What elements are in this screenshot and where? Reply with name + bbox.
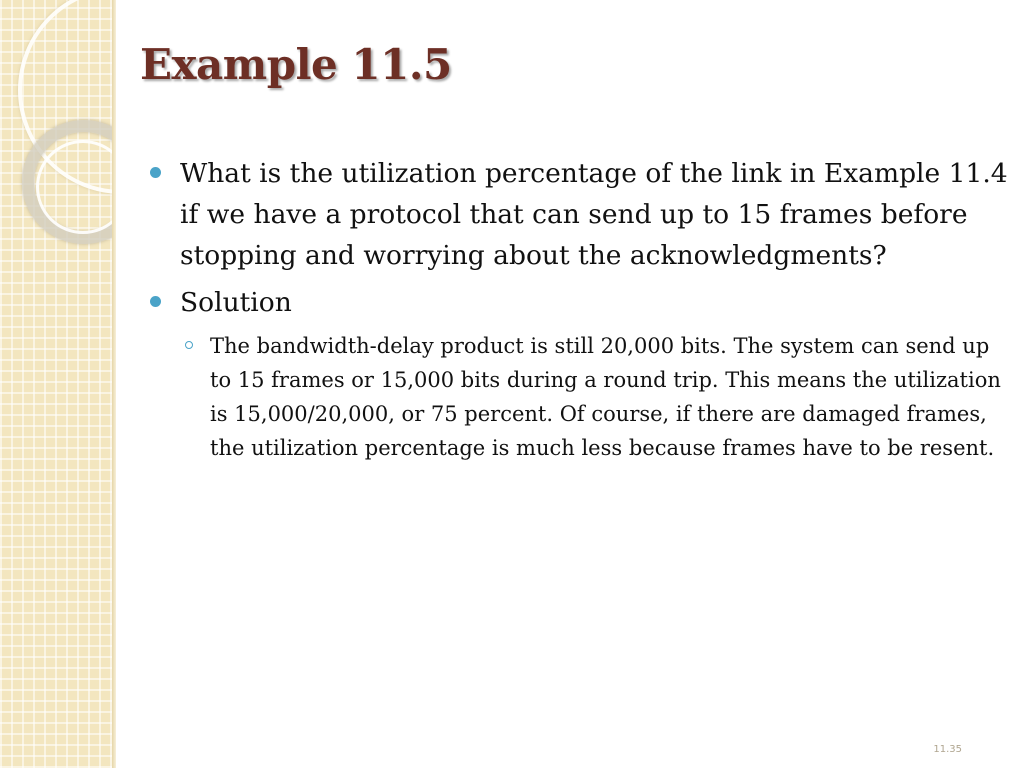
bullet-question: [148, 153, 1008, 276]
slide-number: 11.35: [933, 744, 962, 755]
slide-content: [148, 153, 1008, 465]
bullet-solution-heading: [148, 282, 1008, 323]
hollow-bullet-icon: [180, 329, 210, 363]
decorative-side-panel: [0, 0, 112, 768]
slide-title: Example 11.5: [140, 40, 452, 89]
sub-bullet-text: The bandwidth-delay product is still 20,000 bits. The system can send up to 15 frames or 15,000 bits during a round trip. This means the utilization is 15,000/20,000, or 75 percent. Of course, if there are damaged frames, the utilization percentage is much less because frames have to be resent.: [210, 334, 1001, 460]
bullet-dot-icon: [148, 153, 180, 194]
bullet-dot-icon: [148, 282, 180, 323]
bullet-text: What is the utilization percentage of the link in Example 11.4 if we have a protocol that can send up to 15 frames before stopping and worrying about the acknowledgments?: [180, 158, 1008, 271]
sub-bullet-solution: [180, 329, 1008, 465]
bullet-text: Solution: [180, 287, 292, 318]
side-panel-edge: [112, 0, 116, 768]
